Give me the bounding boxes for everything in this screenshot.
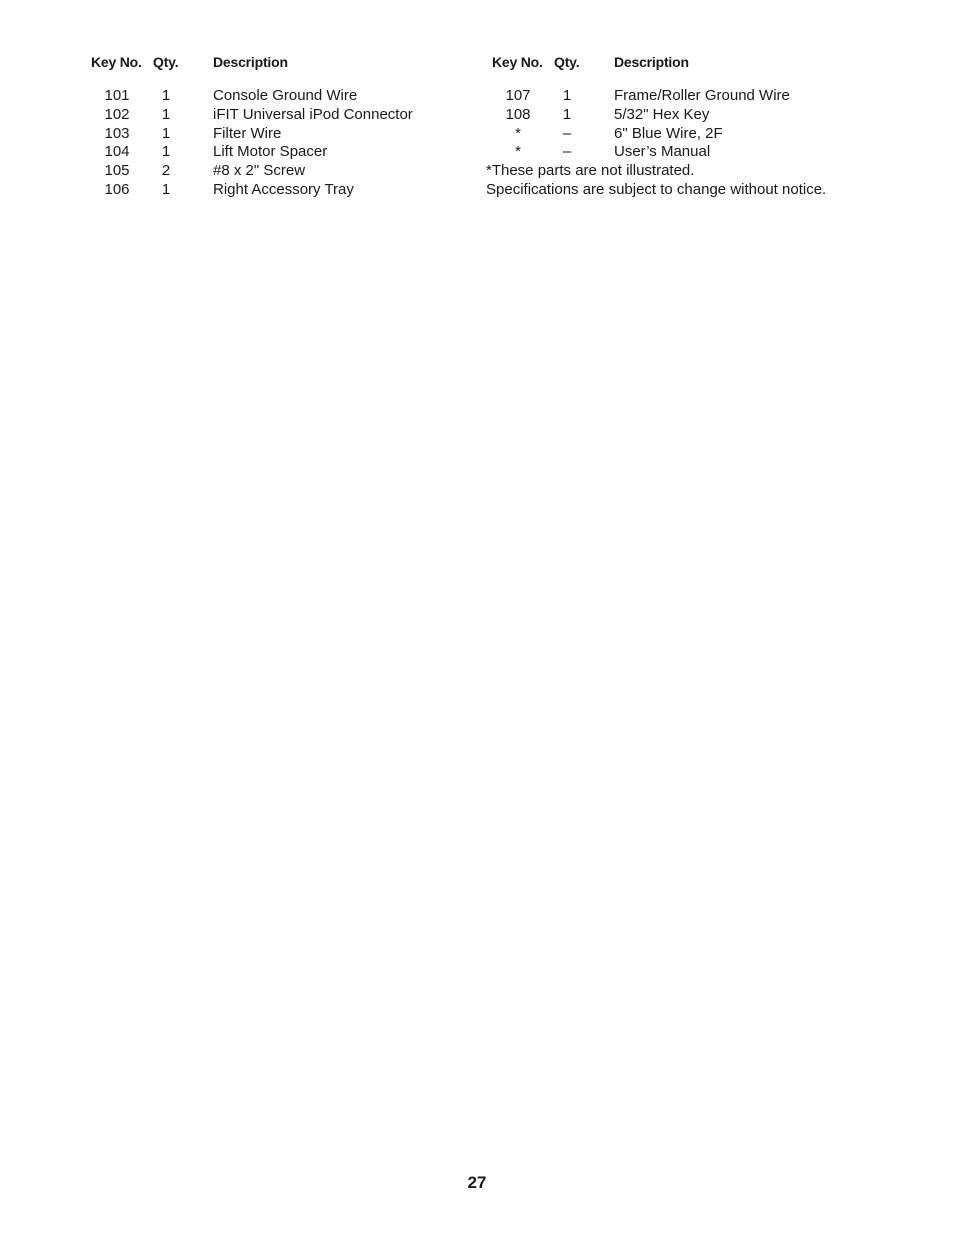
table-row bbox=[90, 143, 470, 162]
part-qty: 1 bbox=[161, 124, 171, 142]
parts-list-left-column bbox=[90, 54, 470, 200]
parts-list-header bbox=[90, 54, 470, 74]
part-key-no: 107 bbox=[505, 87, 531, 104]
qty-header: Qty. bbox=[153, 54, 179, 70]
specifications-note: Specifications are subject to change without notice. bbox=[486, 180, 827, 198]
description-header: Description bbox=[614, 54, 689, 70]
part-key-no: 101 bbox=[104, 87, 130, 104]
part-qty: – bbox=[562, 143, 572, 161]
table-row bbox=[486, 106, 926, 125]
description-header: Description bbox=[213, 54, 288, 70]
part-key-no: 106 bbox=[104, 180, 130, 198]
part-key-no: 105 bbox=[104, 162, 130, 180]
table-row bbox=[90, 162, 470, 181]
part-description: User’s Manual bbox=[614, 143, 711, 161]
key-no-header: Key No. bbox=[91, 54, 142, 70]
part-description: Frame/Roller Ground Wire bbox=[614, 87, 790, 104]
part-key-no: 104 bbox=[104, 143, 130, 161]
part-description: 5/32" Hex Key bbox=[614, 105, 710, 123]
part-qty: 1 bbox=[161, 143, 171, 161]
part-description: 6" Blue Wire, 2F bbox=[614, 124, 723, 142]
part-key-no: 108 bbox=[505, 105, 531, 123]
part-description: #8 x 2" Screw bbox=[213, 162, 306, 180]
part-qty: 1 bbox=[161, 180, 171, 198]
table-row bbox=[90, 106, 470, 125]
part-qty: 1 bbox=[562, 87, 572, 104]
part-description: Right Accessory Tray bbox=[213, 180, 354, 198]
part-qty: 1 bbox=[562, 105, 572, 123]
parts-rows bbox=[486, 87, 926, 200]
part-qty: 1 bbox=[161, 87, 171, 104]
part-description: Filter Wire bbox=[213, 124, 282, 142]
part-description: iFIT Universal iPod Connector bbox=[213, 105, 413, 123]
page-number: 27 bbox=[467, 1173, 487, 1192]
part-key-no: 103 bbox=[104, 124, 130, 142]
part-key-no: * bbox=[515, 143, 521, 161]
table-row bbox=[486, 87, 926, 106]
part-description: Lift Motor Spacer bbox=[213, 143, 328, 161]
parts-list-header bbox=[486, 54, 926, 74]
part-description: Console Ground Wire bbox=[213, 87, 358, 104]
part-key-no: 102 bbox=[104, 105, 130, 123]
not-illustrated-note: *These parts are not illustrated. bbox=[486, 162, 695, 180]
table-row bbox=[486, 125, 926, 144]
table-row bbox=[90, 181, 470, 200]
table-row bbox=[90, 125, 470, 144]
parts-list-right-column bbox=[486, 54, 926, 200]
part-qty: 1 bbox=[161, 105, 171, 123]
part-qty: – bbox=[562, 124, 572, 142]
part-qty: 2 bbox=[161, 162, 171, 180]
qty-header: Qty. bbox=[554, 54, 580, 70]
table-row bbox=[90, 87, 470, 106]
part-key-no: * bbox=[515, 124, 521, 142]
table-row bbox=[486, 143, 926, 162]
key-no-header: Key No. bbox=[492, 54, 543, 70]
parts-rows bbox=[90, 87, 470, 200]
